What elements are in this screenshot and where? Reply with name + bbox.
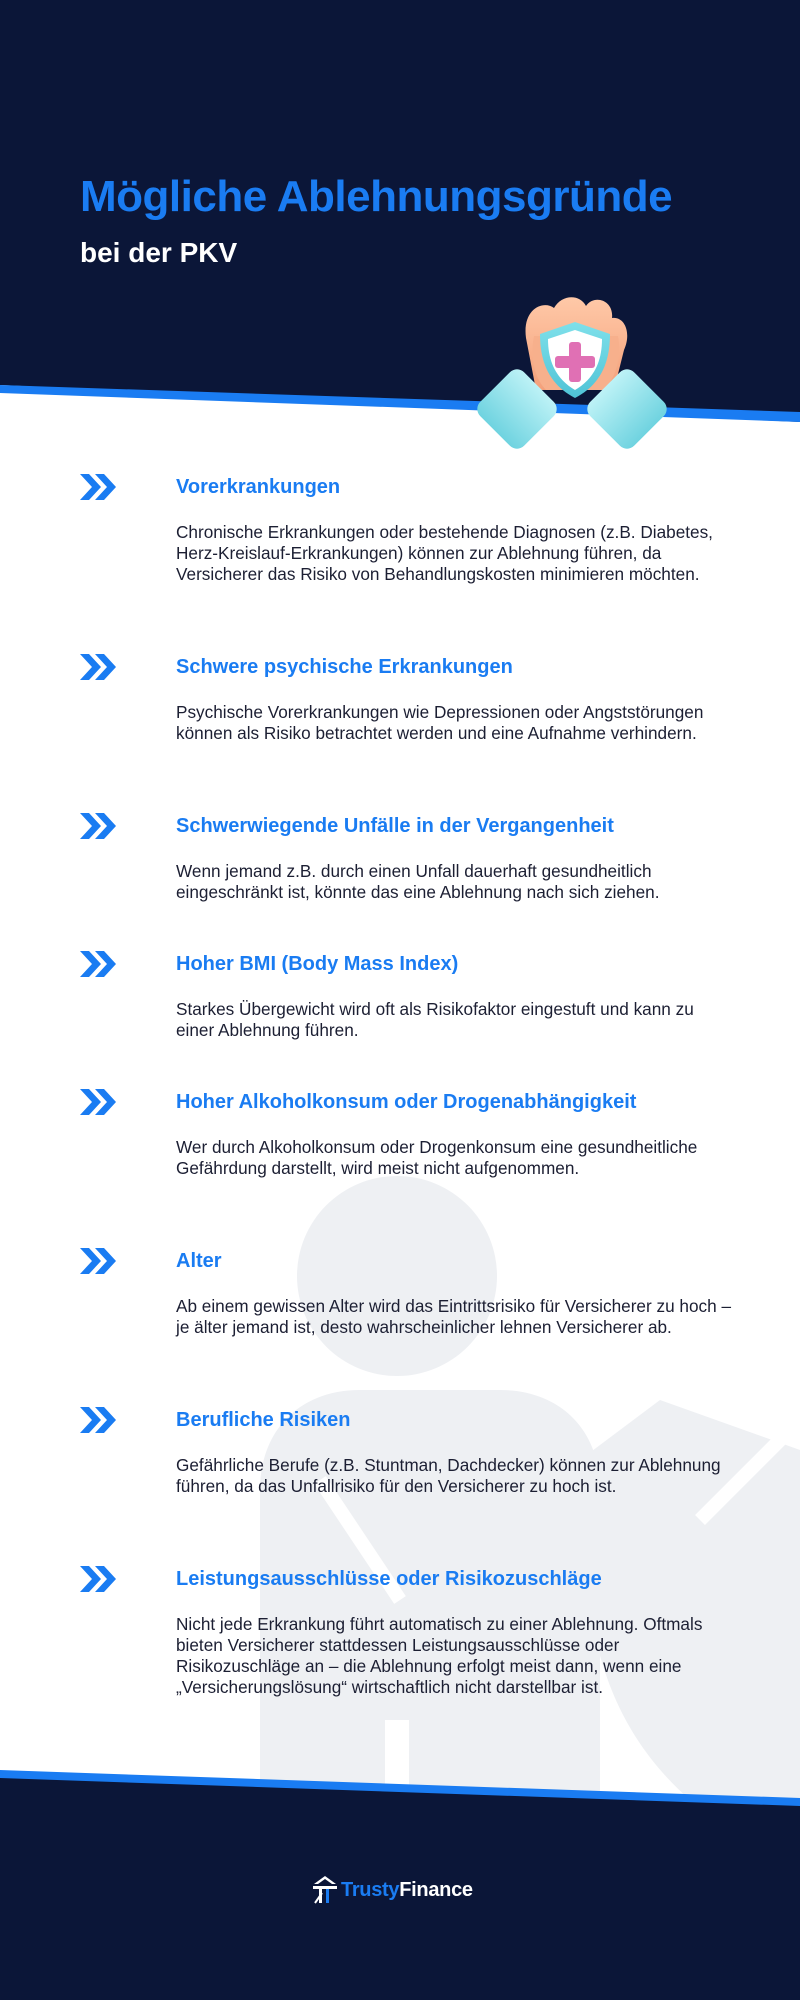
item-title: Hoher BMI (Body Mass Index) (176, 953, 459, 975)
item-title: Berufliche Risiken (176, 1409, 351, 1431)
double-chevron-right-icon (80, 1407, 118, 1433)
item-description: Psychische Vorerkrankungen wie Depressionen oder Angststörungen können als Risiko betrachtet werden und eine Aufnahme verhindern. (176, 702, 704, 743)
item-title: Schwerwiegende Unfälle in der Vergangenheit (176, 815, 614, 837)
double-chevron-right-icon (80, 654, 118, 680)
double-chevron-right-icon (80, 474, 118, 500)
double-chevron-right-icon (80, 1089, 118, 1115)
double-chevron-right-icon (80, 1248, 118, 1274)
trustyfinance-logo (312, 1872, 473, 1908)
item-title: Vorerkrankungen (176, 476, 341, 498)
item-description: Ab einem gewissen Alter wird das Eintrittsrisiko für Versicherer zu hoch – je älter jemand ist, desto wahrscheinlicher lehnen Versicherer ab. (176, 1296, 732, 1337)
hands-shield-icon (474, 286, 674, 462)
item-description: Wenn jemand z.B. durch einen Unfall dauerhaft gesundheitlich eingeschränkt ist, könnte das eine Ablehnung nach sich ziehen. (176, 861, 660, 902)
item-description: Starkes Übergewicht wird oft als Risikofaktor eingestuft und kann zu einer Ablehnung führen. (176, 999, 694, 1040)
item-title: Schwere psychische Erkrankungen (176, 656, 513, 678)
item-description: Gefährliche Berufe (z.B. Stuntman, Dachdecker) können zur Ablehnung führen, da das Unfallrisiko für den Versicherer zu hoch ist. (176, 1455, 721, 1496)
item-description: Nicht jede Erkrankung führt automatisch zu einer Ablehnung. Oftmals bieten Versicherer stattdessen Leistungsausschlüsse oder Risikozuschläge an – die Ablehnung erfolgt meist dann, wenn eine „Versicherungslösung“ wirtschaftlich nicht darstellbar ist. (176, 1614, 703, 1697)
item-title: Hoher Alkoholkonsum oder Drogenabhängigkeit (176, 1091, 637, 1113)
double-chevron-right-icon (80, 813, 118, 839)
item-title: Leistungsausschlüsse oder Risikozuschläge (176, 1568, 602, 1590)
item-description: Chronische Erkrankungen oder bestehende Diagnosen (z.B. Diabetes, Herz-Kreislauf-Erkrankungen) können zur Ablehnung führen, da Versicherer das Risiko von Behandlungskosten minimieren möchten. (176, 522, 713, 584)
double-chevron-right-icon (80, 951, 118, 977)
item-title: Alter (176, 1250, 222, 1272)
page-title: Mögliche Ablehnungsgründe (80, 172, 673, 221)
logo-mark-icon (312, 1875, 338, 1905)
page-subtitle: bei der PKV (80, 237, 238, 268)
item-description: Wer durch Alkoholkonsum oder Drogenkonsum eine gesundheitliche Gefährdung darstellt, wird meist nicht aufgenommen. (176, 1137, 698, 1178)
double-chevron-right-icon (80, 1566, 118, 1592)
logo-text-trusty: Trusty (341, 1878, 400, 1901)
logo-text-finance: Finance (399, 1878, 473, 1901)
